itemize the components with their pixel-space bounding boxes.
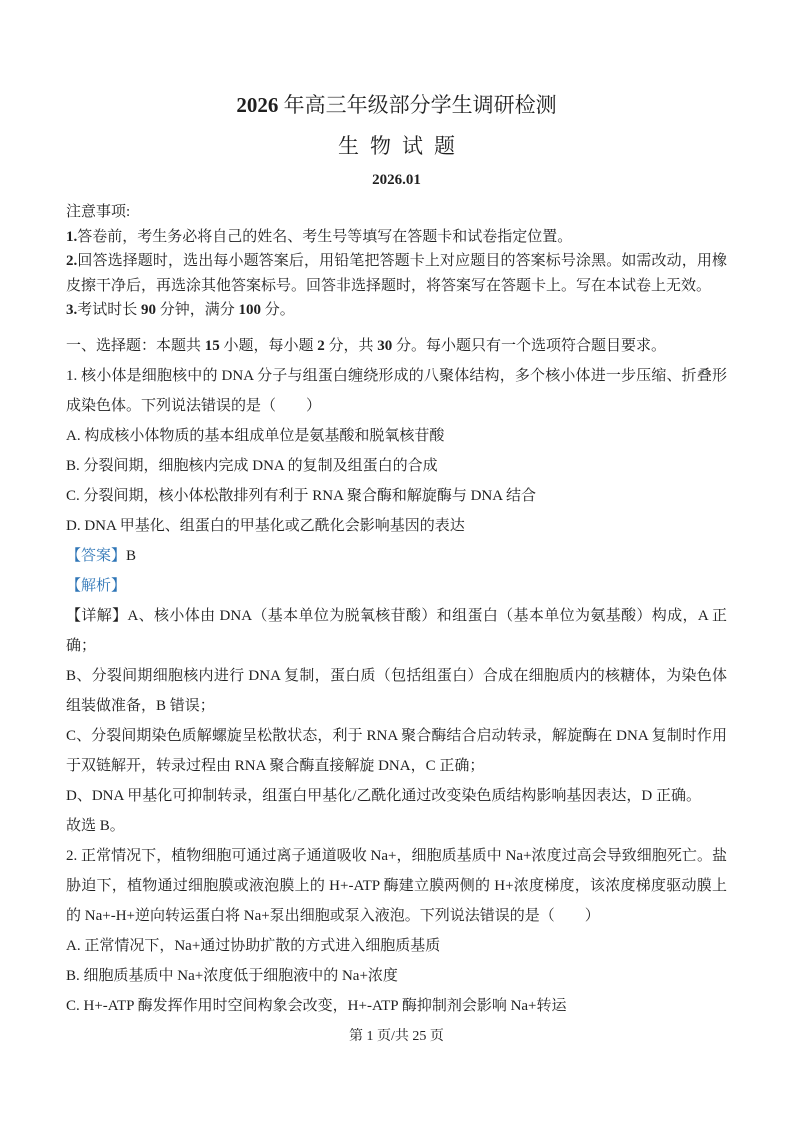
text-run: 30 — [377, 337, 393, 354]
answer-value: B — [126, 547, 137, 564]
page-footer: 第 1 页/共 25 页 — [349, 1028, 444, 1044]
text-run: 2. — [66, 253, 78, 269]
question-1-option-d: D. DNA 甲基化、组蛋白的甲基化或乙酰化会影响基因的表达 — [66, 517, 465, 534]
section-one-header — [66, 331, 727, 361]
text-run: 考试时长 — [77, 302, 142, 318]
text-run: 2026 — [236, 93, 279, 117]
question-2 — [66, 841, 727, 1021]
text-run: 1. — [66, 228, 78, 245]
text-run: 分。 — [261, 302, 295, 318]
exam-title — [66, 92, 727, 118]
text-run: 15 — [204, 337, 220, 354]
text-run: 90 — [141, 302, 157, 318]
text-run: 小题，每小题 — [219, 337, 318, 354]
question-1 — [66, 361, 727, 841]
answer-label: 【答案】 — [66, 547, 127, 564]
analysis-label: 【解析】 — [66, 577, 127, 594]
exam-subtitle: 生物试题 — [338, 134, 466, 158]
question-2-option-a: A. 正常情况下，Na+通过协助扩散的方式进入细胞质基质 — [66, 937, 441, 954]
text-run: 100 — [238, 302, 262, 318]
notice-item-1 — [66, 225, 727, 250]
notice-item-2 — [66, 249, 727, 298]
text-run: 分，共 — [324, 337, 378, 354]
text-run: 3. — [66, 302, 78, 318]
text-run: 答卷前，考生务必将自己的姓名、考生号等填写在答题卡和试卷指定位置。 — [77, 228, 573, 245]
question-2-stem: 2. 正常情况下，植物细胞可通过离子通道吸收 Na+，细胞质基质中 Na+浓度过高会导致细胞死亡。盐胁迫下，植物通过细胞膜或液泡膜上的 H+-ATP 酶建立膜两侧的 H+浓度梯度，该浓度梯度驱动膜上的 Na+-H+逆向转运蛋白将 Na+泵出细胞或泵入液泡。下列说法错误的是（ ） — [66, 847, 727, 924]
text-run: 年高三年级部分学生调研检测 — [278, 93, 557, 117]
question-2-option-b: B. 细胞质基质中 Na+浓度低于细胞液中的 Na+浓度 — [66, 967, 398, 984]
question-1-answer-row — [66, 541, 727, 571]
questions-area — [66, 331, 727, 1021]
text-run: 一、选择题：本题共 — [66, 337, 205, 354]
exam-date: 2026.01 — [372, 172, 421, 188]
question-1-option-b: B. 分裂间期，细胞核内完成 DNA 的复制及组蛋白的合成 — [66, 457, 438, 474]
question-1-detail-d: D、DNA 甲基化可抑制转录，组蛋白甲基化/乙酰化通过改变染色质结构影响基因表达，D 正确。 — [66, 787, 702, 804]
text-run: 回答选择题时，选出每小题答案后，用铅笔把答题卡上对应题目的答案标号涂黑。如需改动，用橡皮擦干净后，再选涂其他答案标号。回答非选择题时，将答案写在答题卡上。写在本试卷上无效。 — [66, 253, 727, 294]
question-1-option-a: A. 构成核小体物质的基本组成单位是氨基酸和脱氧核苷酸 — [66, 427, 445, 444]
text-run: 分钟，满分 — [156, 302, 239, 318]
text-run: 2 — [317, 337, 325, 354]
notice-item-3 — [66, 298, 727, 323]
notice-heading: 注意事项: — [66, 204, 131, 220]
notice-section — [66, 200, 727, 323]
question-1-detail-b: B、分裂间期细胞核内进行 DNA 复制，蛋白质（包括组蛋白）合成在细胞质内的核糖体，为染色体组装做准备，B 错误； — [66, 667, 727, 714]
question-1-option-c: C. 分裂间期，核小体松散排列有利于 RNA 聚合酶和解旋酶与 DNA 结合 — [66, 487, 537, 504]
question-2-option-c: C. H+-ATP 酶发挥作用时空间构象会改变，H+-ATP 酶抑制剂会影响 Na+转运 — [66, 997, 567, 1014]
question-1-stem: 1. 核小体是细胞核中的 DNA 分子与组蛋白缠绕形成的八聚体结构，多个核小体进一步压缩、折叠形成染色体。下列说法错误的是（ ） — [66, 367, 727, 414]
question-1-detail-c: C、分裂间期染色质解螺旋呈松散状态，利于 RNA 聚合酶结合启动转录，解旋酶在 DNA 复制时作用于双链解开，转录过程由 RNA 聚合酶直接解旋 DNA，C 正确； — [66, 727, 727, 774]
question-1-analysis-row — [66, 571, 727, 601]
question-1-conclusion: 故选 B。 — [66, 817, 125, 834]
question-1-detail-a: 【详解】A、核小体由 DNA（基本单位为脱氧核苷酸）和组蛋白（基本单位为氨基酸）构成，A 正确； — [66, 607, 727, 654]
text-run: 分。每小题只有一个选项符合题目要求。 — [392, 337, 667, 354]
